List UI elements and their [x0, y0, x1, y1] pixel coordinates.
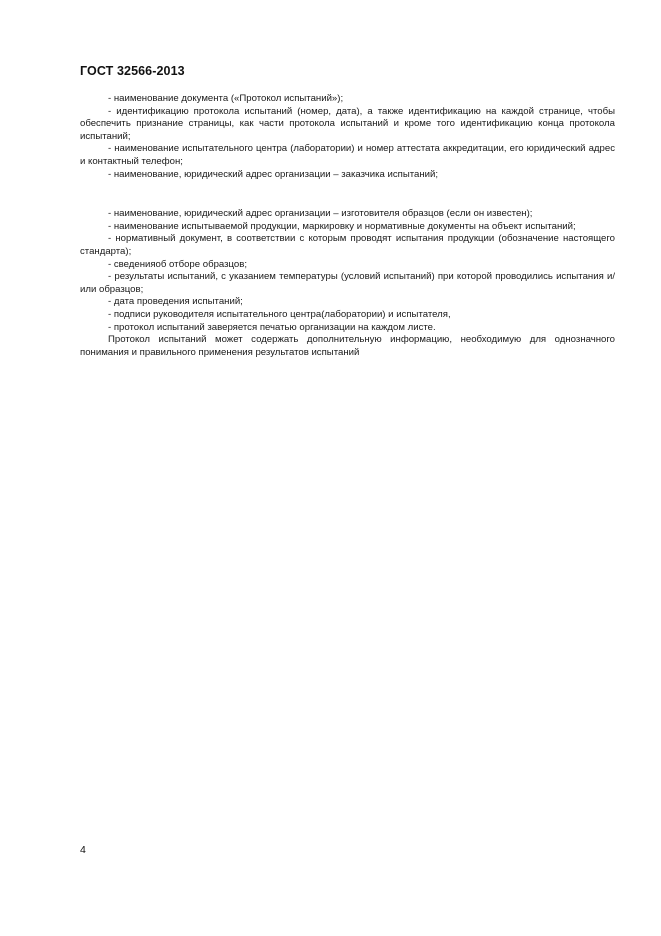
page-number: 4 — [80, 844, 86, 856]
list-item-test-results: - результаты испытаний, с указанием температуры (условий испытаний) при которой проводились испытания и/или образцов; — [80, 271, 615, 295]
list-item-customer: - наименование, юридический адрес организации – заказчика испытаний; — [108, 168, 439, 180]
list-item-normative-document: - нормативный документ, в соответствии с которым проводят испытания продукции (обозначение настоящего стандарта); — [80, 233, 615, 257]
list-item-signatures: - подписи руководителя испытательного центра(лаборатории) и испытателя, — [108, 308, 451, 320]
list-item-testing-center: - наименование испытательного центра (лаборатории) и номер аттестата аккредитации, его юридический адрес и контактный телефон; — [80, 143, 615, 167]
list-item-sampling-info: - сведенияоб отборе образцов; — [108, 258, 248, 270]
closing-paragraph: Протокол испытаний может содержать дополнительную информацию, необходимую для однозначного понимания и правильного применения результатов испытаний — [80, 334, 615, 358]
list-item-manufacturer: - наименование, юридический адрес организации – изготовителя образцов (если он известен); — [108, 208, 533, 220]
paragraph-gap — [80, 181, 615, 208]
document-body — [80, 93, 615, 359]
list-item-tested-product: - наименование испытываемой продукции, маркировку и нормативные документы на объект испытаний; — [108, 220, 576, 232]
list-item-test-date: - дата проведения испытаний; — [108, 296, 243, 308]
list-item-document-name: - наименование документа («Протокол испытаний»); — [108, 93, 344, 104]
document-header: ГОСТ 32566-2013 — [80, 64, 185, 78]
list-item-seal: - протокол испытаний заверяется печатью организации на каждом листе. — [108, 321, 436, 333]
list-item-protocol-identification: - идентификацию протокола испытаний (номер, дата), а также идентификацию на каждой странице, чтобы обеспечить признание страницы, как части протокола испытаний и кроме того идентификацию конца протокола испытаний; — [80, 105, 615, 142]
